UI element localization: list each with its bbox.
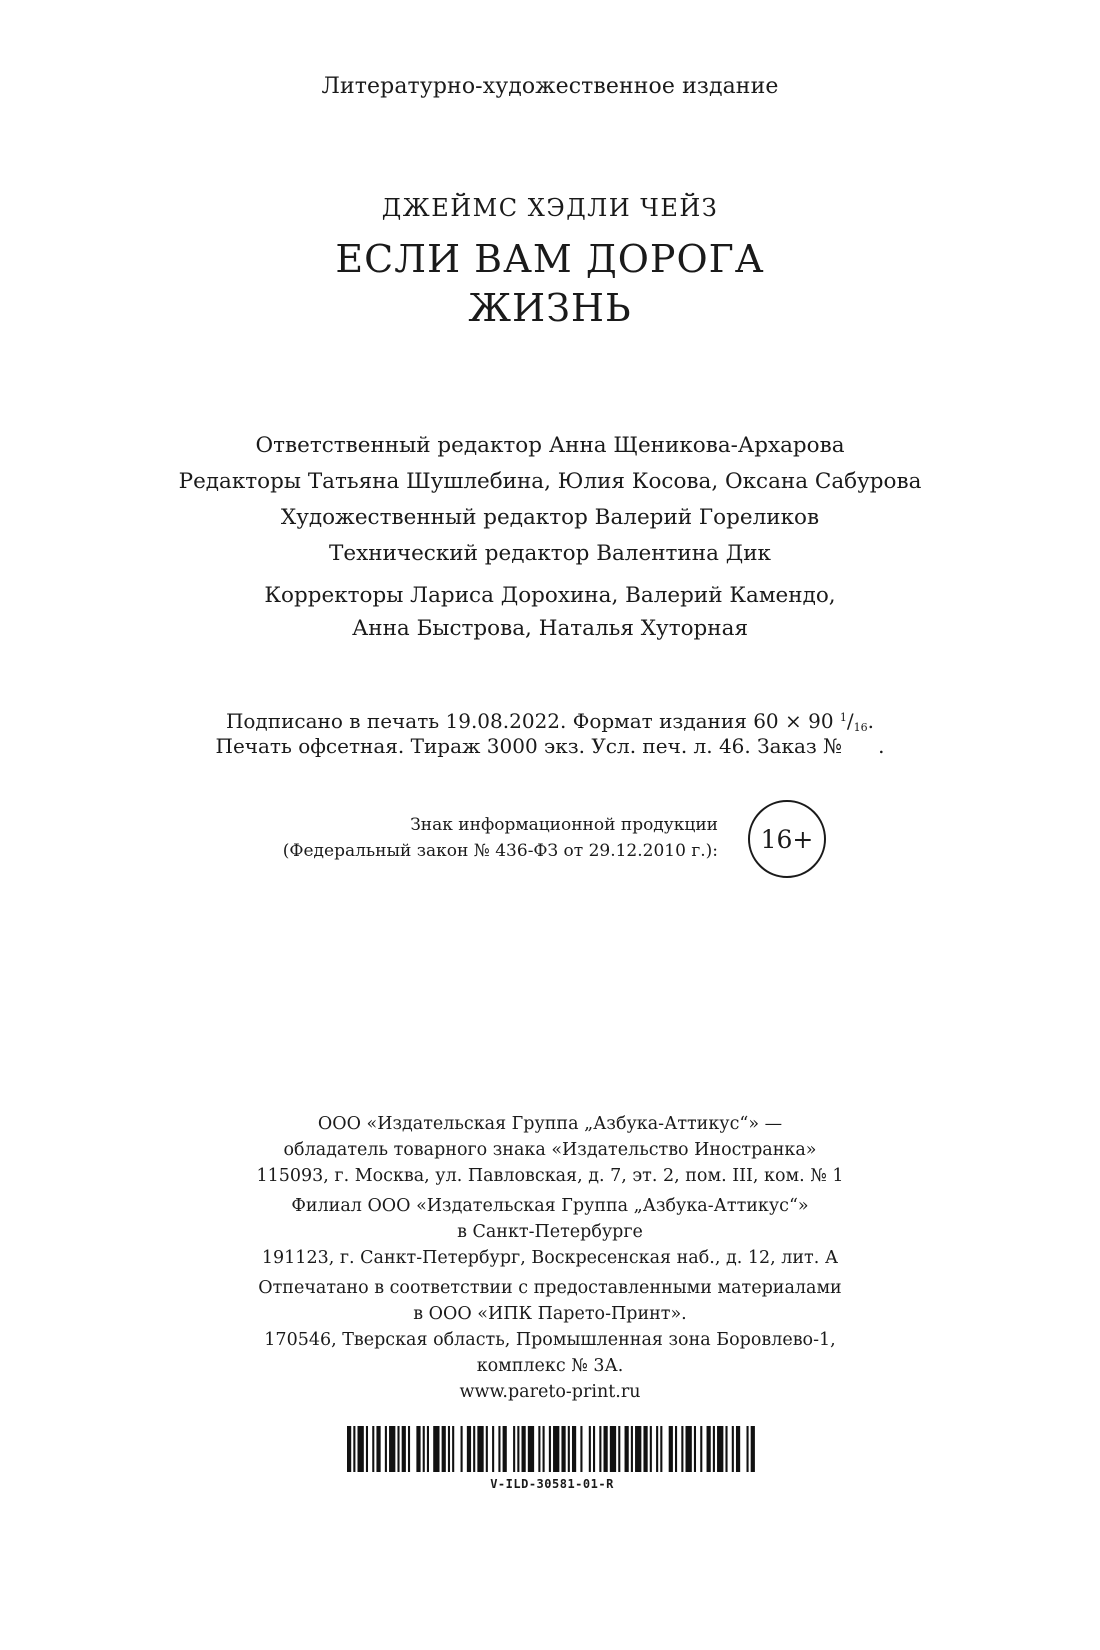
barcode-bar xyxy=(593,1426,595,1472)
barcode-bar xyxy=(397,1426,399,1472)
barcode-bar xyxy=(528,1426,534,1472)
publisher-block xyxy=(0,1111,1100,1409)
barcode-bar xyxy=(681,1426,683,1472)
barcode-bar xyxy=(725,1426,727,1472)
barcode-bar xyxy=(543,1426,545,1472)
barcode-bar xyxy=(553,1426,559,1472)
barcode-bar xyxy=(492,1426,494,1472)
barcode-bar xyxy=(347,1426,351,1472)
barcode-bar xyxy=(580,1426,582,1472)
barcode-bar xyxy=(402,1426,406,1472)
age-rating-label xyxy=(238,812,718,864)
barcode-bar xyxy=(732,1426,734,1472)
barcode-bar xyxy=(358,1426,364,1472)
barcode-bar xyxy=(669,1426,673,1472)
author-name: ДЖЕЙМС ХЭДЛИ ЧЕЙЗ xyxy=(381,194,719,222)
credits-block xyxy=(0,428,1100,644)
printer-line: комплекс № 3А. xyxy=(476,1356,624,1376)
barcode-bar xyxy=(538,1426,540,1472)
barcode-bar xyxy=(385,1426,387,1472)
barcode-bar xyxy=(713,1426,715,1472)
barcode-bar xyxy=(736,1426,740,1472)
barcode-bar xyxy=(625,1426,629,1472)
publisher-line: обладатель товарного знака «Издательство Иностранка» xyxy=(283,1140,817,1160)
barcode-bar xyxy=(353,1426,355,1472)
print-info-line-2 xyxy=(0,732,1100,760)
printer-website: www.pareto-print.ru xyxy=(459,1382,641,1402)
publisher-line: 191123, г. Санкт-Петербург, Воскресенская наб., д. 12, лит. А xyxy=(261,1248,839,1268)
fraction-slash: / xyxy=(846,709,854,733)
barcode-bar xyxy=(751,1426,755,1472)
print-info-signed-format: Подписано в печать 19.08.2022. Формат издания 60 × 90 xyxy=(225,709,834,733)
barcode-bar xyxy=(707,1426,711,1472)
barcode-bar xyxy=(746,1426,748,1472)
publisher-group-branch xyxy=(0,1193,1100,1271)
barcode-bar xyxy=(477,1426,483,1472)
age-rating-label-line-2: (Федеральный закон № 436-ФЗ от 29.12.2010 г.): xyxy=(282,841,718,861)
barcode-bar xyxy=(372,1426,374,1472)
barcode-bar xyxy=(522,1426,526,1472)
barcode-bar xyxy=(503,1426,507,1472)
barcode-bar xyxy=(610,1426,616,1472)
print-info-run-order: Печать офсетная. Тираж 3000 экз. Усл. печ. л. 46. Заказ № xyxy=(215,734,843,758)
publisher-line: в Санкт-Петербурге xyxy=(457,1222,643,1242)
barcode-bar xyxy=(643,1426,647,1472)
print-info-block xyxy=(0,704,1100,760)
credit-proofreaders-line-2: Анна Быстрова, Наталья Хуторная xyxy=(351,616,749,641)
barcode-bar xyxy=(467,1426,471,1472)
publisher-line: Филиал ООО «Издательская Группа „Азбука-Аттикус“» xyxy=(291,1196,809,1216)
publisher-group-printer xyxy=(0,1275,1100,1405)
barcode-bar xyxy=(717,1426,723,1472)
edition-type: Литературно-художественное издание xyxy=(321,74,779,99)
barcode-bar xyxy=(686,1426,692,1472)
barcode-bar xyxy=(549,1426,551,1472)
printer-line: Отпечатано в соответствии с предоставленными материалами xyxy=(258,1278,842,1298)
barcode-bar xyxy=(416,1426,420,1472)
barcode-bar xyxy=(631,1426,633,1472)
barcode-bar xyxy=(366,1426,368,1472)
fraction-denominator: 16 xyxy=(853,721,868,734)
barcode-bar xyxy=(498,1426,500,1472)
barcode-bar xyxy=(423,1426,425,1472)
print-info-line-2-end: . xyxy=(878,734,885,758)
barcode-bar xyxy=(427,1426,429,1472)
print-info-line-1-end: . xyxy=(867,709,875,733)
barcode-bar xyxy=(486,1426,488,1472)
age-rating-block xyxy=(0,800,1100,890)
age-rating-badge xyxy=(748,800,826,878)
barcode-bar xyxy=(568,1426,570,1472)
barcode-bar xyxy=(589,1426,591,1472)
credit-managing-editor: Ответственный редактор Анна Щеникова-Архарова xyxy=(255,433,845,458)
barcode-image xyxy=(347,1426,757,1472)
barcode-block xyxy=(347,1426,757,1496)
barcode-bar xyxy=(660,1426,662,1472)
barcode-bar xyxy=(513,1426,515,1472)
age-rating-label-line-1: Знак информационной продукции xyxy=(410,815,718,835)
barcode-bar xyxy=(461,1426,463,1472)
barcode-bar xyxy=(635,1426,641,1472)
barcode-bar xyxy=(694,1426,696,1472)
barcode-bar xyxy=(408,1426,410,1472)
barcode-bar xyxy=(700,1426,702,1472)
publisher-line: 115093, г. Москва, ул. Павловская, д. 7, эт. 2, пом. III, ком. № 1 xyxy=(256,1166,844,1186)
barcode-bar xyxy=(442,1426,446,1472)
barcode-bar xyxy=(473,1426,475,1472)
fraction-numerator: 1 xyxy=(839,711,847,724)
age-rating-value: 16+ xyxy=(760,824,814,854)
print-info-line-1 xyxy=(0,704,1100,732)
barcode-bar xyxy=(448,1426,450,1472)
barcode-bar xyxy=(452,1426,454,1472)
barcode-bar xyxy=(572,1426,576,1472)
credit-technical-editor: Технический редактор Валентина Дик xyxy=(329,541,771,566)
barcode-bar xyxy=(650,1426,652,1472)
publisher-line: ООО «Издательская Группа „Азбука-Аттикус“» — xyxy=(317,1114,783,1134)
barcode-bar xyxy=(376,1426,380,1472)
credit-editors: Редакторы Татьяна Шушлебина, Юлия Косова, Оксана Сабурова xyxy=(178,469,922,494)
credit-proofreaders-line-1: Корректоры Лариса Дорохина, Валерий Камендо, xyxy=(264,583,836,608)
barcode-bar xyxy=(675,1426,677,1472)
book-title-line-2: ЖИЗНЬ xyxy=(468,286,632,330)
book-title-line-1: ЕСЛИ ВАМ ДОРОГА xyxy=(335,237,765,281)
barcode-bar xyxy=(656,1426,658,1472)
printer-line: в ООО «ИПК Парето-Принт». xyxy=(413,1304,687,1324)
barcode-bar xyxy=(389,1426,395,1472)
barcode-bar xyxy=(517,1426,519,1472)
barcode-bar xyxy=(604,1426,608,1472)
barcode-code: V-ILD-30581-01-R xyxy=(490,1477,614,1491)
publisher-group-main xyxy=(0,1111,1100,1189)
barcode-bar xyxy=(599,1426,601,1472)
format-fraction xyxy=(840,709,868,733)
credit-art-editor: Художественный редактор Валерий Гореликов xyxy=(280,505,820,530)
barcode-bar xyxy=(433,1426,439,1472)
printer-line: 170546, Тверская область, Промышленная зона Боровлево-1, xyxy=(264,1330,836,1350)
barcode-bar xyxy=(561,1426,565,1472)
barcode-bar xyxy=(618,1426,620,1472)
